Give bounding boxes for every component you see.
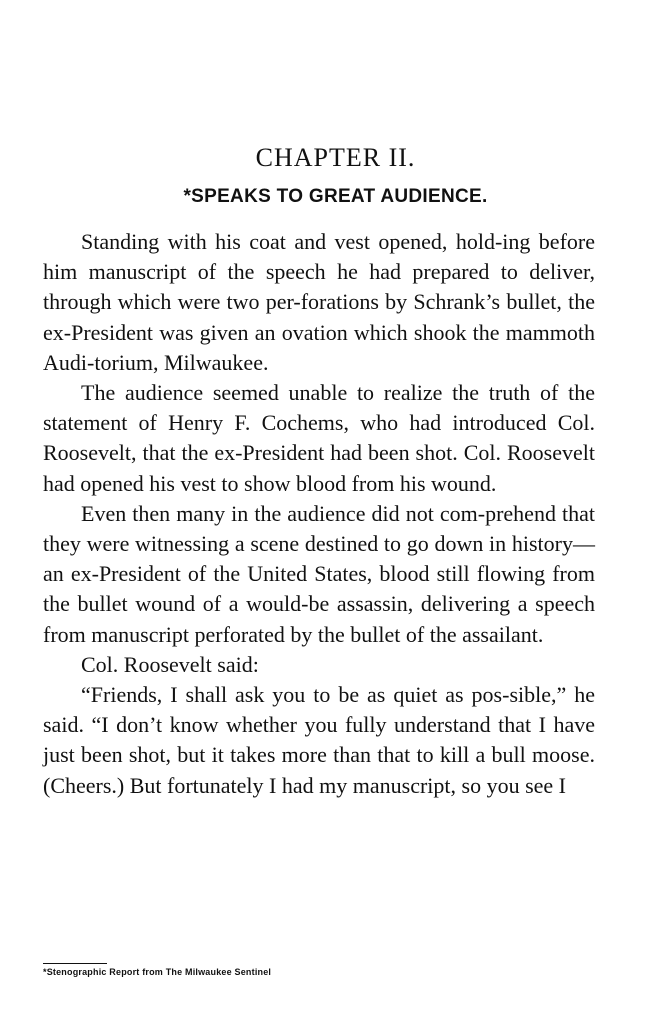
paragraph-audience: The audience seemed unable to realize the truth of the statement of Henry F. Cochems, who had introduced Col. Roosevelt, that the ex-President had been shot. Col. Roosevelt had opened his vest to show blood from his wound. xyxy=(43,380,595,496)
footnote-rule xyxy=(43,963,107,964)
paragraph-history: Even then many in the audience did not com-prehend that they were witnessing a scene destined to go down in history—an ex-President of the United States, blood still flowing from the bullet wound of a would-be assassin, delivering a speech from manuscript perforated by the bullet of the assailant. xyxy=(43,500,595,647)
chapter-title: CHAPTER II. xyxy=(255,143,416,172)
footnote: *Stenographic Report from The Milwaukee Sentinel xyxy=(43,967,272,977)
paragraph-roosevelt-said: Col. Roosevelt said: xyxy=(81,651,259,677)
body-text xyxy=(43,227,595,801)
paragraph-ovation: Standing with his coat and vest opened, hold-ing before him manuscript of the speech he had prepared to deliver, through which were two per-forations by Schrank’s bullet, the ex-President was given an ovation which shook the mammoth Audi-torium, Milwaukee. xyxy=(43,229,595,375)
paragraph-speech-quote: “Friends, I shall ask you to be as quiet as pos-sible,” he said. “I don’t know whether you fully understand that I have just been shot, but it takes more than that to kill a bull moose. (Cheers.) But fortunately I had my manuscript, so you see I xyxy=(43,682,595,798)
section-heading: *SPEAKS TO GREAT AUDIENCE. xyxy=(183,186,488,207)
